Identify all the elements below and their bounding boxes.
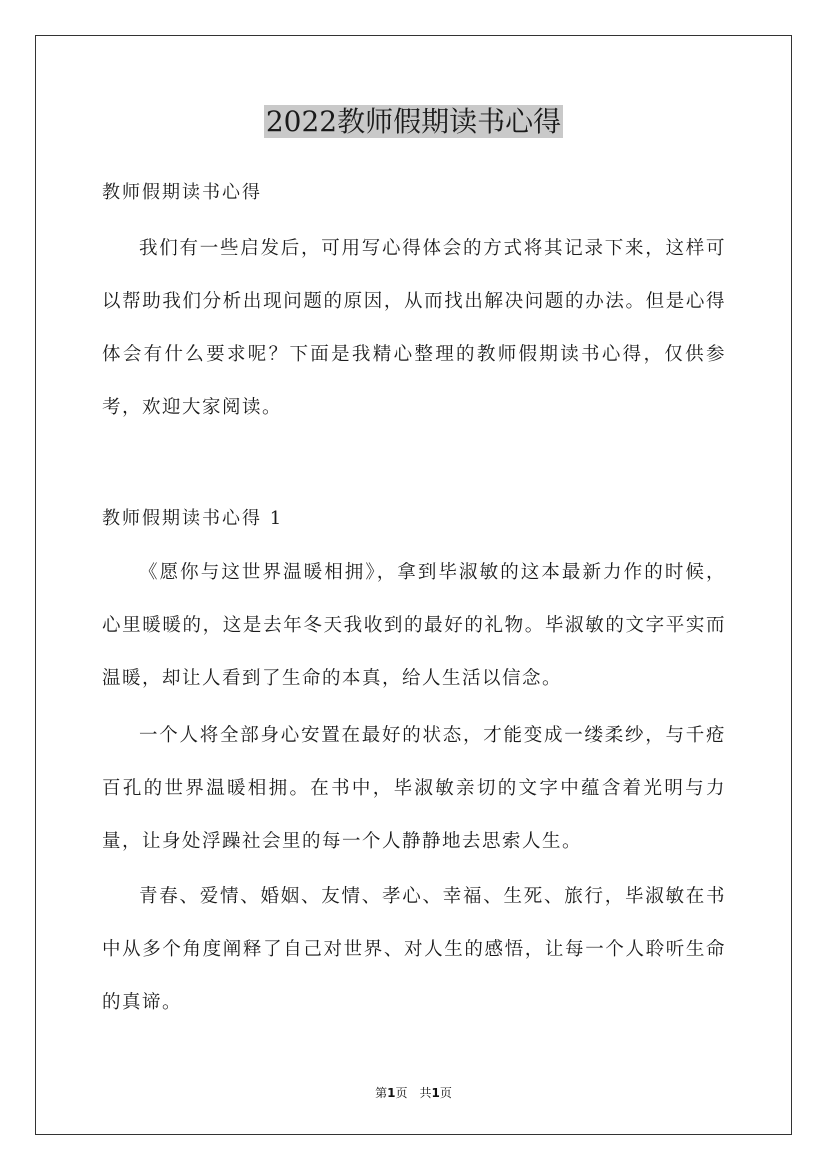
body-paragraph-1: 《愿你与这世界温暖相拥》，拿到毕淑敏的这本最新力作的时候，心里暖暖的，这是去年冬天我收到的最好的礼物。毕淑敏的文字平实而温暖，却让人看到了生命的本真，给人生活以信念。 xyxy=(102,562,726,689)
section-heading: 教师假期读书心得 1 xyxy=(102,508,284,529)
page-current-number: 1 xyxy=(387,1086,396,1100)
body-paragraph-2: 一个人将全部身心安置在最好的状态，才能变成一缕柔纱，与千疮百孔的世界温暖相拥。在书中，毕淑敏亲切的文字中蕴含着光明与力量，让身处浮躁社会里的每一个人静静地去思索人生。 xyxy=(102,725,726,852)
page-prefix: 第 xyxy=(375,1086,388,1100)
page-total-number: 1 xyxy=(431,1086,440,1100)
body-paragraph-3: 青春、爱情、婚姻、友情、孝心、幸福、生死、旅行，毕淑敏在书中从多个角度阐释了自己对世界、对人生的感悟，让每一个人聆听生命的真谛。 xyxy=(102,886,726,1013)
page-mid: 页 共 xyxy=(395,1086,432,1100)
document-subtitle: 教师假期读书心得 xyxy=(102,182,262,203)
page-suffix: 页 xyxy=(439,1086,452,1100)
intro-paragraph: 我们有一些启发后，可用写心得体会的方式将其记录下来，这样可以帮助我们分析出现问题的原因，从而找出解决问题的办法。但是心得体会有什么要求呢？下面是我精心整理的教师假期读书心得，仅供参考，欢迎大家阅读。 xyxy=(102,238,726,418)
document-title xyxy=(0,100,827,144)
document-title-text: 2022教师假期读书心得 xyxy=(265,105,562,138)
page-footer xyxy=(0,1084,827,1102)
